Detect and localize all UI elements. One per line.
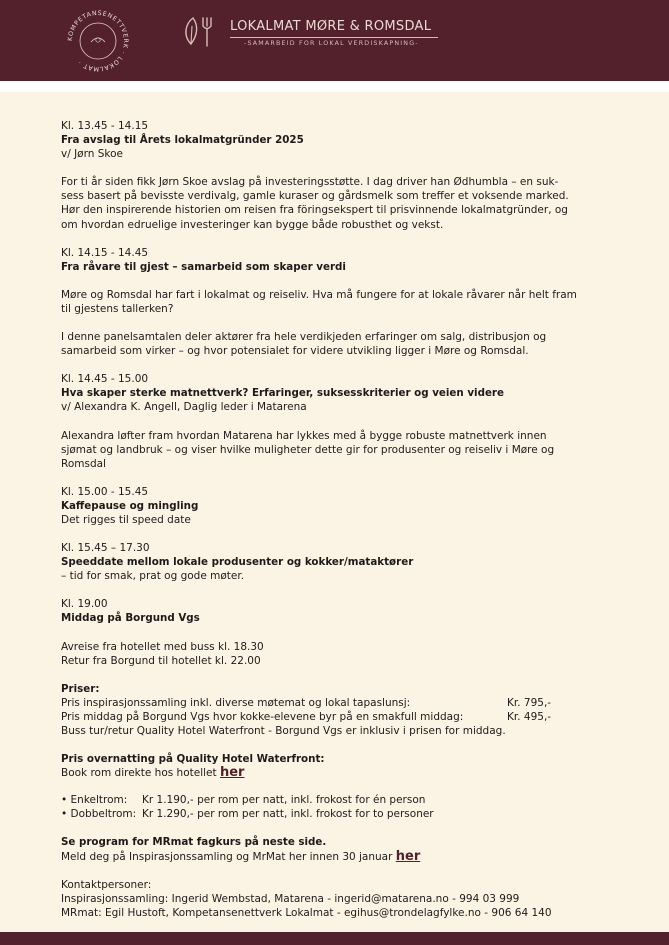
room-price-text: Kr 1.190,- per rom per natt, inkl. frokost for én person	[142, 794, 426, 807]
contacts-section	[61, 878, 621, 920]
session-block	[61, 119, 621, 246]
brand-title: LOKALMAT MØRE & ROMSDAL	[230, 19, 432, 34]
room-type-label: • Dobbeltrom:	[61, 808, 137, 821]
kompetansenettverk-seal-logo	[60, 6, 136, 76]
brand-divider	[230, 37, 438, 38]
session-title: Fra avslag til Årets lokalmatgründer 2025	[61, 134, 304, 147]
session-block	[61, 372, 621, 485]
bus-price-note: Buss tur/retur Quality Hotel Waterfront - Borgund Vgs er inklusiv i prisen for middag.	[61, 725, 506, 737]
contacts-heading: Kontaktpersoner:	[61, 878, 152, 891]
brand-subtitle: -SAMARBEID FOR LOKAL VERDISKAPNING-	[244, 40, 419, 47]
contact-line: MRmat: Egil Hustoft, Kompetansenettverk Lokalmat - egihus@trondelagfylke.no - 906 64 140	[61, 906, 552, 919]
room-type-label: • Enkeltrom:	[61, 794, 128, 807]
room-price-text: Kr 1.290,- per rom per natt, inkl. frokost for to personer	[142, 808, 434, 821]
price-row	[61, 710, 621, 724]
session-time: Kl. 19.00	[61, 598, 108, 611]
signup-link[interactable]: her	[395, 848, 421, 864]
price-label: Pris inspirasjonssamling inkl. diverse møtemat og lokal tapaslunsj:	[61, 696, 411, 709]
room-double	[61, 807, 621, 821]
program-section	[61, 835, 621, 863]
contact-line: Inspirasjonssamling: Ingerid Wembstad, Matarena - ingerid@matarena.no - 994 03 999	[61, 892, 520, 905]
hotel-booking-link[interactable]: her	[219, 765, 245, 781]
session-time: Kl. 14.15 - 14.45	[61, 246, 149, 259]
session-time: Kl. 14.45 - 15.00	[61, 373, 149, 386]
paragraph-line: Alexandra løfter fram hvordan Matarena har lykkes med å bygge robuste matnettverk innen	[61, 429, 547, 442]
paragraph-line: Romsdal	[61, 457, 106, 470]
paragraph-line: Møre og Romsdal har fart i lokalmat og reiseliv. Hva må fungere for at lokale råvarer når helt fram	[61, 288, 577, 301]
prices-section	[61, 682, 621, 738]
bus-return: Retur fra Borgund til hotellet kl. 22.00	[61, 654, 261, 667]
paragraph-line: til gjestens tallerken?	[61, 302, 174, 315]
dinner-section	[61, 597, 621, 667]
session-title: Speeddate mellom lokale produsenter og kokker/mataktører	[61, 556, 414, 569]
prices-heading: Priser:	[61, 682, 100, 695]
session-time: Kl. 13.45 - 14.15	[61, 120, 149, 132]
svg-text:KOMPETANSENETTVERK · LOKALMAT: KOMPETANSENETTVERK · LOKALMAT ·	[66, 9, 130, 73]
paragraph-line: I denne panelsamtalen deler aktører fra hele verdikjeden erfaringer om salg, distribusjon og	[61, 331, 547, 344]
room-single	[61, 793, 621, 807]
sessions-list	[61, 119, 621, 485]
program-content	[61, 119, 621, 920]
session-title: Middag på Borgund Vgs	[61, 612, 200, 625]
paragraph-line: om hvordan edruelige investeringer kan bygge både robusthet og vekst.	[61, 218, 444, 231]
paragraph-line: samarbeid som virker – og hvor potensialet for videre utvikling ligger i Møre og Romsdal.	[61, 345, 529, 358]
price-value: Kr. 495,-	[507, 710, 552, 723]
paragraph-line: For ti år siden fikk Jørn Skoe avslag på investeringsstøtte. I dag driver han Ødhumbla – en suk-	[61, 176, 559, 189]
session-note: – tid for smak, prat og gode møter.	[61, 570, 245, 583]
page-footer-bar	[0, 932, 669, 945]
paragraph-line: Hør den inspirerende historien om reisen fra föringsekspert til prisvinnende lokalmatgründer, og	[61, 204, 568, 217]
session-time: Kl. 15.45 – 17.30	[61, 542, 150, 555]
price-value: Kr. 795,-	[507, 696, 552, 709]
speeddate-section	[61, 541, 621, 583]
session-byline: v/ Jørn Skoe	[61, 148, 123, 161]
signup-line	[61, 850, 621, 864]
session-title: Kaffepause og mingling	[61, 499, 199, 512]
session-title: Fra råvare til gjest – samarbeid som skaper verdi	[61, 260, 346, 273]
paragraph-line: sjømat og landbruk – og viser hvilke muligheter dette gir for produsenter og reiseliv i Møre og	[61, 443, 555, 456]
session-title: Hva skaper sterke matnettverk? Erfaringer, suksesskriterier og veien videre	[61, 387, 504, 400]
page-header	[0, 0, 669, 81]
price-row	[61, 696, 621, 710]
overnight-section	[61, 752, 621, 821]
book-room-line	[61, 766, 621, 780]
program-heading: Se program for MRmat fagkurs på neste side.	[61, 836, 327, 849]
session-note: Det rigges til speed date	[61, 513, 191, 526]
session-block	[61, 246, 621, 373]
bus-departure: Avreise fra hotellet med buss kl. 18.30	[61, 640, 264, 653]
lokalmat-leaf-fork-icon	[181, 14, 217, 50]
header-divider	[0, 81, 669, 92]
overnight-heading: Pris overnatting på Quality Hotel Waterfront:	[61, 753, 325, 766]
book-room-text: Book rom direkte hos hotellet	[61, 767, 217, 780]
price-label: Pris middag på Borgund Vgs hvor kokke-elevene byr på en smakfull middag:	[61, 710, 464, 723]
signup-text: Meld deg på Inspirasjonssamling og MrMat her innen 30 januar	[61, 850, 393, 863]
paragraph-line: sess basert på bevisste verdivalg, gamle kuraser og gårdsmelk som treffer et voksende marked.	[61, 190, 569, 203]
session-time: Kl. 15.00 - 15.45	[61, 485, 149, 498]
coffee-section	[61, 485, 621, 527]
session-byline: v/ Alexandra K. Angell, Daglig leder i Matarena	[61, 401, 307, 414]
